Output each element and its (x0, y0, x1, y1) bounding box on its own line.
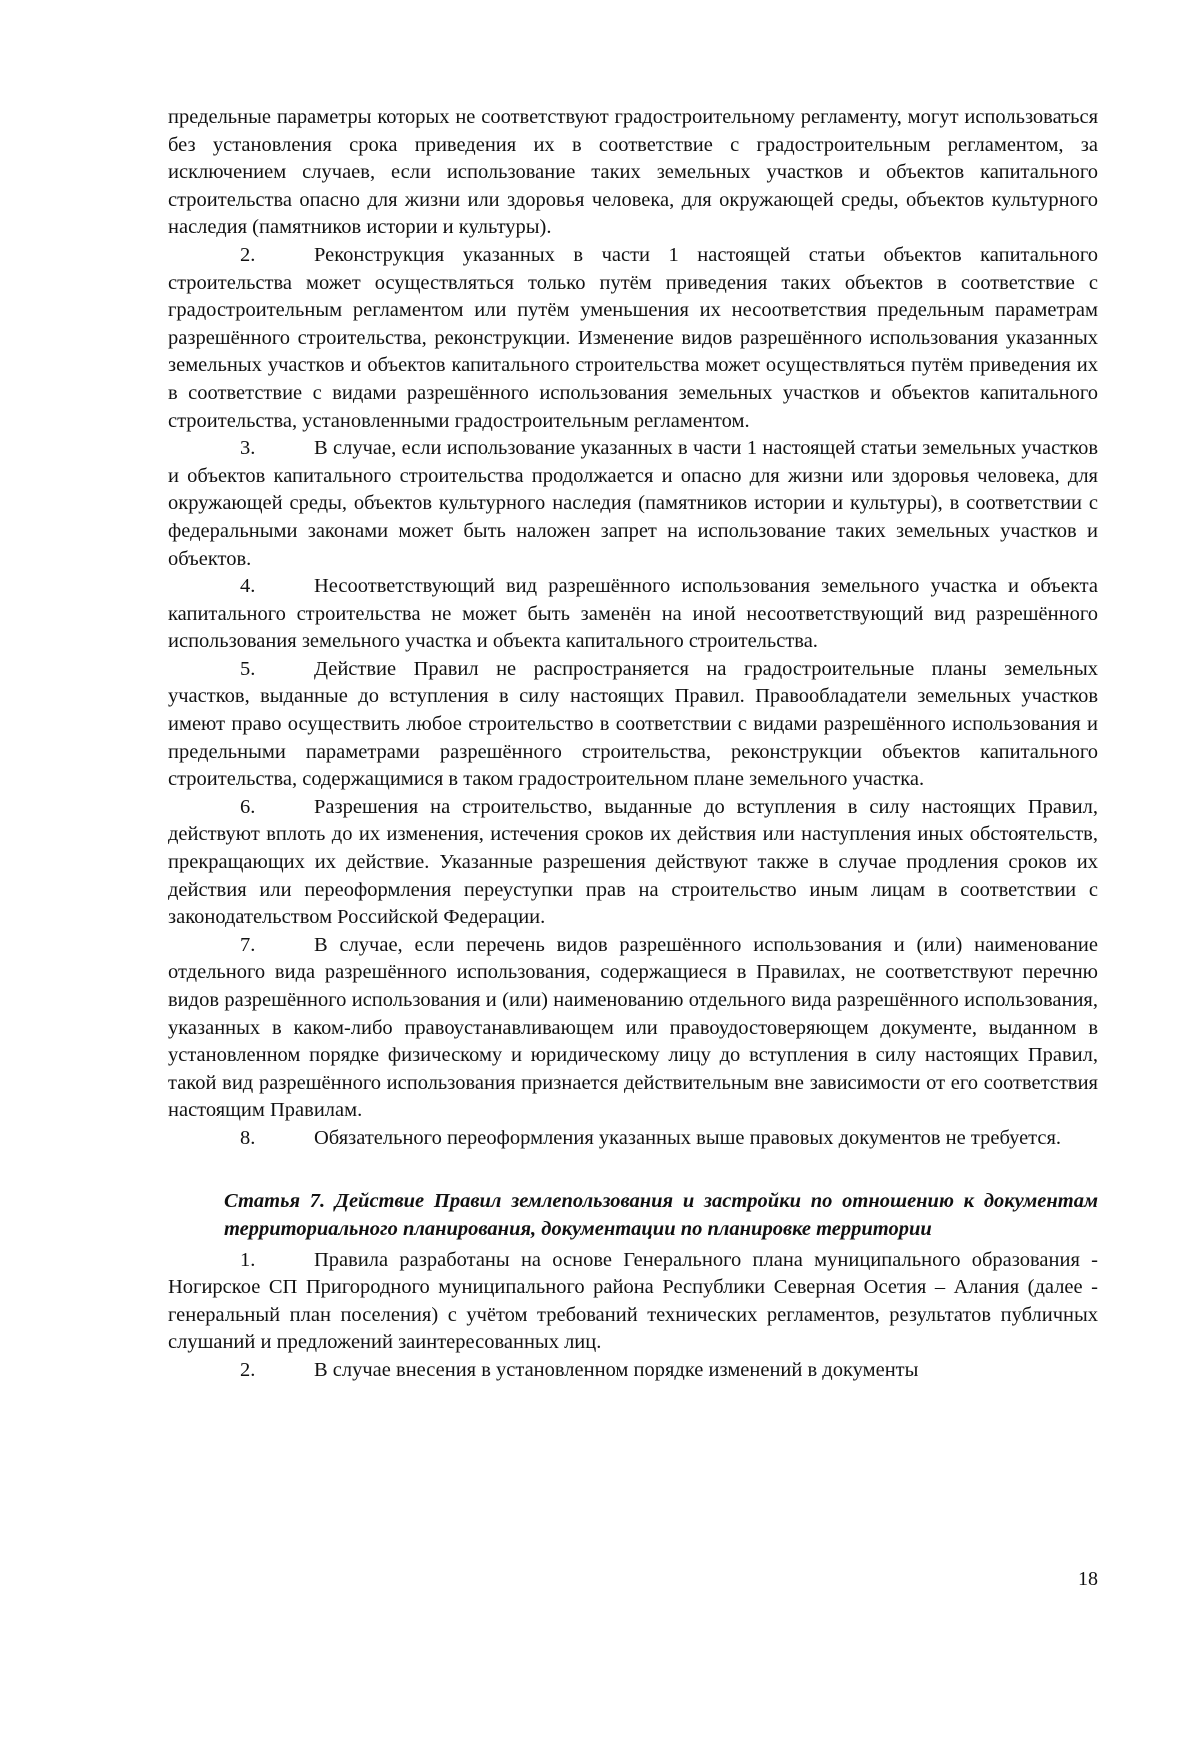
item-text: Обязательного переоформления указанных выше правовых документов не требуется. (314, 1126, 1062, 1149)
item-text: В случае внесения в установленном порядке изменений в документы (314, 1358, 919, 1381)
item-number: 8. (240, 1126, 256, 1149)
list-item-6 (168, 794, 1098, 932)
page-number: 18 (1078, 1568, 1098, 1590)
item-number: 2. (240, 1358, 256, 1381)
item-number: 6. (240, 795, 256, 818)
item-number: 5. (240, 657, 256, 680)
list-item-5 (168, 656, 1098, 794)
item-text: В случае, если использование указанных в части 1 настоящей статьи земельных участков и объектов капитального строительства продолжается и опасно для жизни или здоровья человека, для окружающей среды, объектов культурного наследия (памятников истории и культуры), в соответствии с федеральными законами может быть наложен запрет на использование таких земельных участков и объектов. (168, 437, 1098, 570)
item-text: Разрешения на строительство, выданные до вступления в силу настоящих Правил, действуют вплоть до их изменения, истечения сроков их действия или наступления иных обстоятельств, прекращающих их действие. Указанные разрешения действуют также в случае продления сроков их действия или переоформления переуступки прав на строительство иным лицам в соответствии с законодательством Российской Федерации. (168, 795, 1098, 929)
article-item-1 (168, 1247, 1098, 1357)
list-item-7 (168, 932, 1098, 1125)
item-number: 2. (240, 243, 256, 266)
item-text: В случае, если перечень видов разрешённого использования и (или) наименование отдельного вида разрешённого использования, содержащиеся в Правилах, не соответствуют перечню видов разрешённого использования и (или) наименованию отдельного вида разрешённого использования, указанных в каком-либо правоустанавливающем или правоудостоверяющем документе, выданном в установленном порядке физическому и юридическому лицу до вступления в силу настоящих Правил, такой вид разрешённого использования признается действительным вне зависимости от его соответствия настоящим Правилам. (168, 933, 1098, 1122)
item-text: Действие Правил не распространяется на градостроительные планы земельных участков, выданные до вступления в силу настоящих Правил. Правообладатели земельных участков имеют право осуществить любое строительство в соответствии с видами разрешённого использования и предельными параметрами разрешённого строительства, реконструкции объектов капитального строительства, содержащимися в таком градостроительном плане земельного участка. (168, 657, 1098, 791)
item-text: Правила разработаны на основе Генерального плана муниципального образования - Ногирское СП Пригородного муниципального района Республики Северная Осетия – Алания (далее - генеральный план поселения) с учётом требований технических регламентов, результатов публичных слушаний и предложений заинтересованных лиц. (168, 1248, 1098, 1354)
article-item-2 (168, 1357, 1098, 1385)
list-item-4 (168, 573, 1098, 656)
item-text: Несоответствующий вид разрешённого использования земельного участка и объекта капитального строительства не может быть заменён на иной несоответствующий вид разрешённого использования земельного участка и объекта капитального строительства. (168, 575, 1098, 653)
item-number: 3. (240, 437, 256, 460)
article-heading: Статья 7. Действие Правил землепользования и застройки по отношению к документам территориального планирования, документации по планировке территории (224, 1189, 1098, 1240)
item-number: 1. (240, 1248, 256, 1271)
list-item-3 (168, 435, 1098, 573)
intro-paragraph: предельные параметры которых не соответствуют градостроительному регламенту, могут использоваться без установления срока приведения их в соответствие с градостроительным регламентом, за исключением случаев, если использование таких земельных участков и объектов капитального строительства опасно для жизни или здоровья человека, для окружающей среды, объектов культурного наследия (памятников истории и культуры). (168, 106, 1098, 239)
item-text: Реконструкция указанных в части 1 настоящей статьи объектов капитального строительства может осуществляться только путём приведения таких объектов в соответствие с градостроительным регламентом или путём уменьшения их несоответствия предельным параметрам разрешённого строительства, реконструкции. Изменение видов разрешённого использования указанных земельных участков и объектов капитального строительства может осуществляться путём приведения их в соответствие с видами разрешённого использования земельных участков и объектов капитального строительства, установленными градостроительным регламентом. (168, 243, 1098, 432)
item-number: 4. (240, 575, 256, 598)
list-item-8 (168, 1125, 1098, 1153)
document-page (168, 104, 1098, 1385)
list-item-2 (168, 242, 1098, 435)
item-number: 7. (240, 933, 256, 956)
